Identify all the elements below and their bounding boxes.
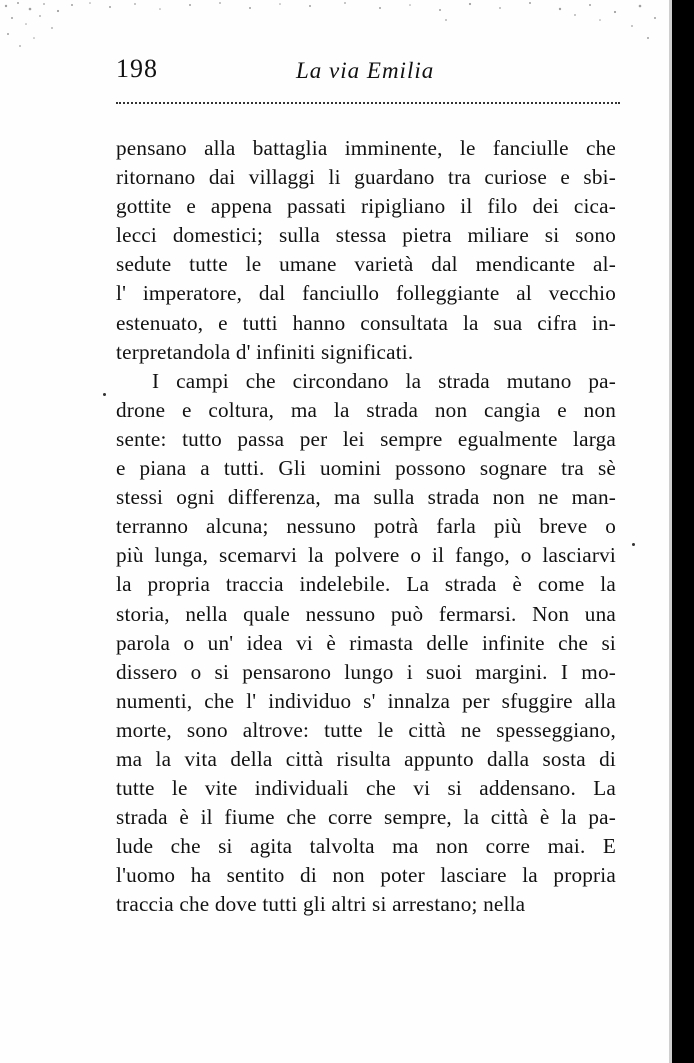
text-line: terranno alcuna; nessuno potrà farla più breve o [116, 514, 616, 539]
text-line: pensano alla battaglia imminente, le fanciulle che [116, 136, 616, 160]
page-number: 198 [116, 54, 158, 83]
paragraph [116, 134, 616, 367]
text-line: la propria traccia indelebile. La strada è come la [116, 572, 616, 597]
text-line: e piana a tutti. Gli uomini possono sognare tra sè [116, 456, 616, 481]
text-line: lecci domestici; sulla stessa pietra miliare si sono [116, 223, 616, 248]
text-line: storia, nella quale nessuno può fermarsi. Non una [116, 601, 616, 626]
text-line: parola o un' idea vi è rimasta delle infinite che si [116, 630, 616, 655]
scan-noise-top [0, 0, 694, 60]
margin-mark [632, 543, 635, 546]
page-header [116, 54, 620, 90]
margin-mark [103, 393, 106, 396]
text-line: morte, sono altrove: tutte le città ne spesseggiano, [116, 717, 616, 742]
text-line: gottite e appena passati ripigliano il filo dei cica- [116, 194, 616, 219]
running-title: La via Emilia [296, 58, 435, 83]
body-text [116, 134, 616, 920]
text-line: terpretandola d' infiniti significati. [116, 339, 414, 364]
text-line: sedute tutte le umane varietà dal mendicante al- [116, 252, 616, 277]
text-line: drone e coltura, ma la strada non cangia e non [116, 397, 616, 422]
paragraph [116, 367, 616, 920]
book-binding-edge [672, 0, 694, 1063]
text-line: strada è il fiume che corre sempre, la città è la pa- [116, 805, 616, 830]
text-line: estenuato, e tutti hanno consultata la sua cifra in- [116, 310, 616, 335]
text-line: ma la vita della città risulta appunto dalla sosta di [116, 746, 616, 771]
text-line: I campi che circondano la strada mutano pa- [152, 368, 616, 393]
text-line: stessi ogni differenza, ma sulla strada non ne man- [116, 485, 616, 510]
text-line: più lunga, scemarvi la polvere o il fango, o lasciarvi [116, 543, 616, 568]
text-line: sente: tutto passa per lei sempre egualmente larga [116, 426, 616, 451]
text-line: traccia che dove tutti gli altri si arrestano; nella [116, 892, 526, 917]
text-line: ritornano dai villaggi li guardano tra curiose e sbi- [116, 165, 616, 190]
text-line: numenti, che l' individuo s' innalza per sfuggire alla [116, 688, 616, 713]
text-line: l' imperatore, dal fanciullo folleggiante al vecchio [116, 281, 616, 306]
text-line: dissero o si pensarono lungo i suoi margini. I mo- [116, 659, 616, 684]
text-line: tutte le vite individuali che vi si addensano. La [116, 776, 616, 801]
text-line: lude che si agita talvolta ma non corre mai. E [116, 834, 616, 859]
header-rule [116, 102, 620, 104]
text-line: l'uomo ha sentito di non poter lasciare la propria [116, 863, 616, 888]
